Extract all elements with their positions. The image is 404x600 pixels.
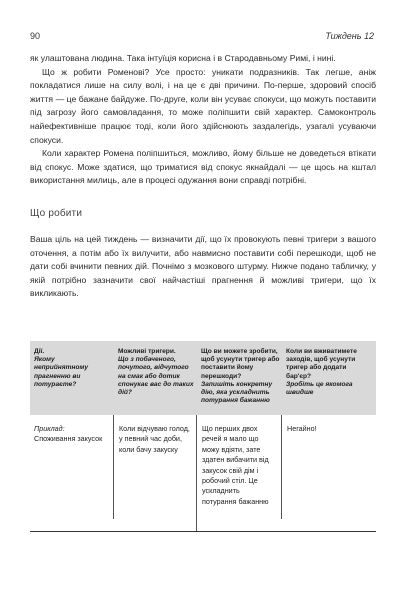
header-bold: Коли ви вживатимете заходів, щоб усунути тригер або додати бар'єр? <box>286 348 357 380</box>
paragraph: Коли характер Ромена поліпшиться, можливо, йому більше не доведеться втікати від спокус. Може здатися, що триматися від спокус якнайдалі — це щось на кштал використання милиць, але в процесі одужання вони справді потрібні. <box>30 148 376 186</box>
page-number: 90 <box>30 31 41 41</box>
cell-text: Споживання закусок <box>34 434 103 444</box>
header-bold: Дії. <box>34 348 45 355</box>
section-title: Що робити <box>30 207 83 219</box>
header-italic: Що з побаченого, почутого, відчутого на смак або дотик спонукає вас до таких дій? <box>118 356 194 397</box>
table-header-cell <box>34 348 110 389</box>
paragraph: як улаштована людина. Така інтуїція корисна і в Стародавньому Римі, і нині. <box>30 53 336 63</box>
table-header <box>30 341 376 415</box>
paragraph: Що ж робити Роменові? Усе просто: уникати подразників. Так легше, аніж покладатися лише на силу волі, і на це є дві причини. По-перше, здоровий спосіб життя — це бажане байдуже. По-друге, коли він усуває спокуси, що можуть поставити під загрозу його самовладання, то може поліпшити свій характер. Самоконтроль найефективніше працює тоді, коли його здійснюють заздалегідь, узагалі усуваючи спокуси. <box>30 66 376 145</box>
column-divider <box>281 415 282 519</box>
table-cell <box>34 424 108 445</box>
chapter-title: Тиждень 12 <box>325 31 374 41</box>
example-label: Приклад: <box>34 424 65 433</box>
table-cell: Що перших двох речей я мало що можу вдіяти, зате здатен вибачити від закусок свій дім і робочий стіл. Це ускладнить потурання бажанню <box>202 424 269 506</box>
table-cell: Коли відчуваю голод, у певний час доби, коли бачу закуску <box>119 424 190 454</box>
header-bold: Що ви можете зробити, щоб усунути тригер або поставити йому перешкоди? <box>201 348 280 380</box>
table-header-cell <box>118 348 196 397</box>
page-body <box>30 52 376 301</box>
trigger-table <box>30 341 376 532</box>
table-cell: Негайно! <box>287 424 317 433</box>
column-divider <box>113 415 114 519</box>
header-italic: Якому неприйнятному прагненню ви потураєте? <box>34 356 89 388</box>
table-header-cell <box>286 348 370 397</box>
paragraph: Ваша ціль на цей тиждень — визначити дії, що їх провокують певні тригери з вашого оточення, а потім або їх вилучити, або навмисно поставити собі перешкоди, щоб не дати собі вчинити певних дій. Почнімо з мозкового штурму. Нижче подано табличку, у якій потрібно зазначити свої найчастіші прагнення й можливі тригери, що їх викликають. <box>30 233 376 299</box>
column-divider <box>196 415 197 531</box>
header-bold: Можливі тригери. <box>118 348 176 355</box>
table-row <box>30 415 376 532</box>
header-italic: Зробіть це якомога швидше <box>286 380 353 397</box>
header-italic: Запишіть конкретну дію, яка ускладнить потурання бажанню <box>201 380 273 405</box>
table-header-cell <box>201 348 281 405</box>
